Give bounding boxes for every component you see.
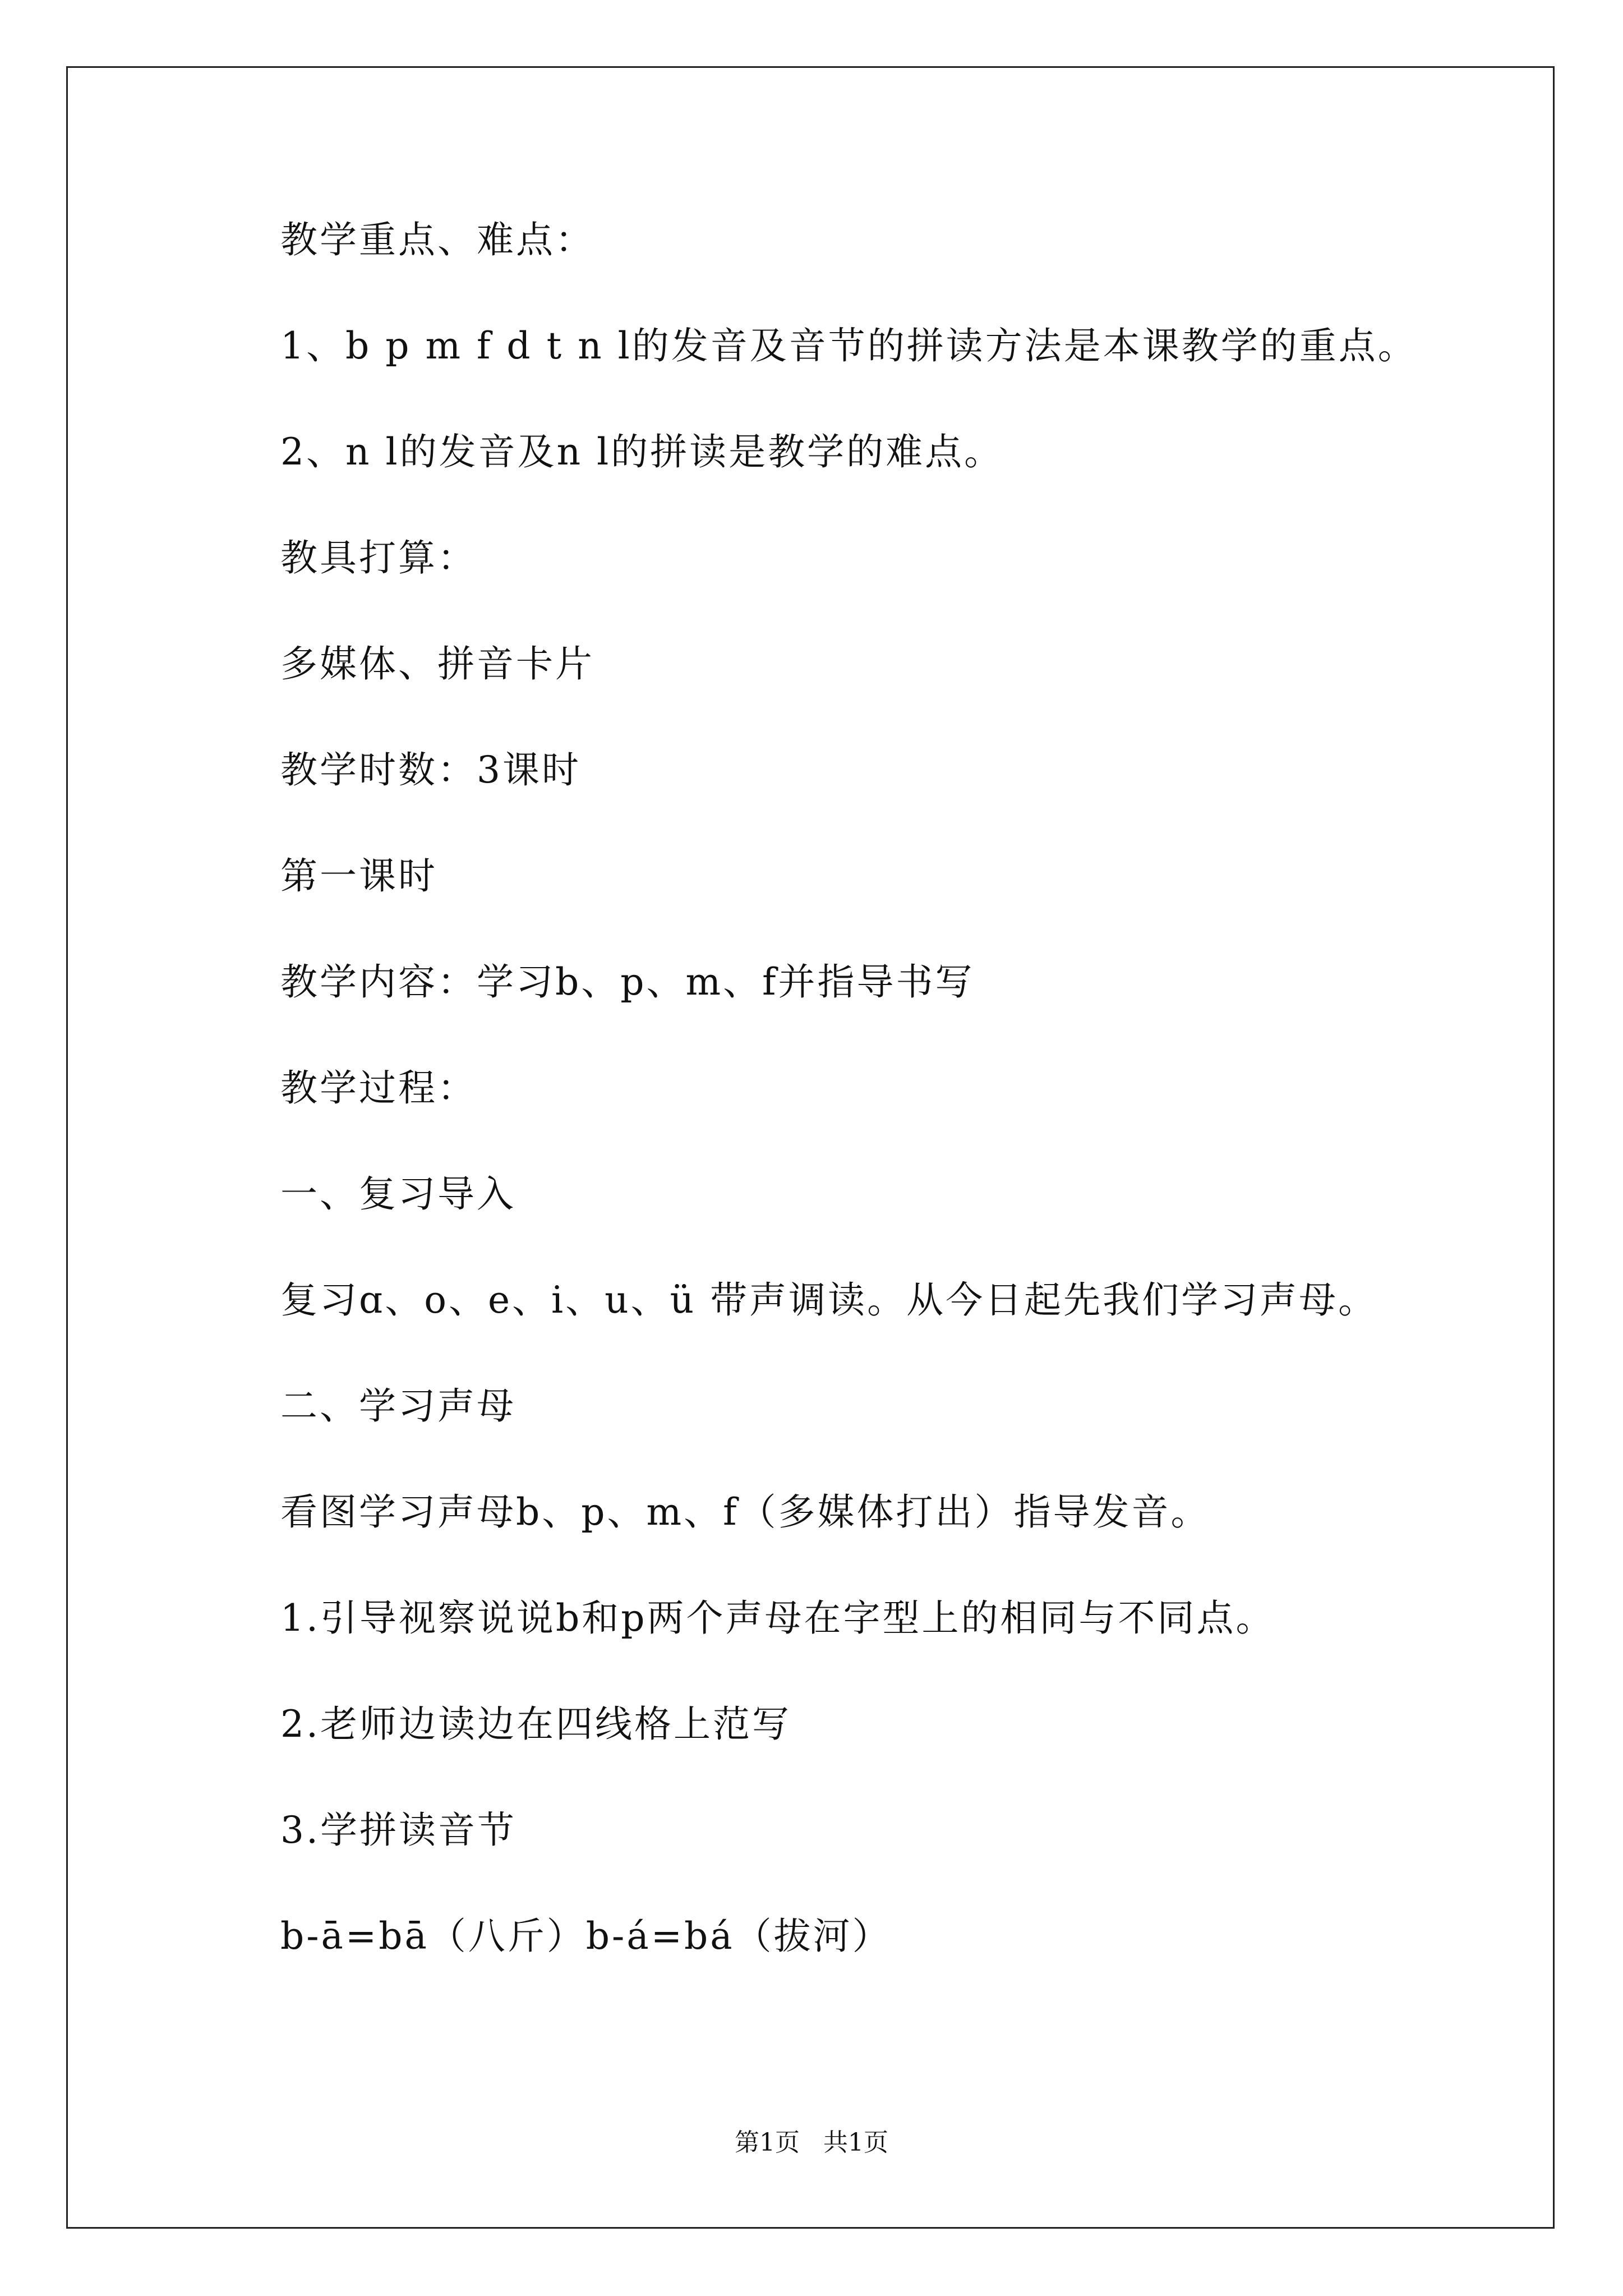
document-body — [280, 213, 1503, 2016]
heading-teaching-aids: 教具打算： — [280, 536, 477, 579]
paragraph: 2、n l的发音及n l的拼读是教学的难点。 — [280, 430, 1004, 473]
paragraph: b-ā=bā（八斤）b-á=bá（拔河） — [280, 1915, 892, 1958]
page-footer: 第1页 共1页 — [735, 2128, 888, 2157]
paragraph: 多媒体、拼音卡片 — [280, 642, 594, 685]
list-item: 1.引导视察说说b和p两个声母在字型上的相同与不同点。 — [280, 1596, 1275, 1640]
paragraph: 看图学习声母b、p、m、f（多媒体打出）指导发音。 — [280, 1490, 1210, 1534]
section-heading: 一、复习导入 — [280, 1172, 516, 1216]
list-item: 2.老师边读边在四线格上范写 — [280, 1703, 791, 1746]
heading-teaching-process: 教学过程： — [280, 1066, 477, 1110]
paragraph: 1、b p m f d t n l的发音及音节的拼读方法是本课教学的重点。 — [280, 324, 1417, 367]
section-heading: 二、学习声母 — [280, 1384, 516, 1428]
paragraph: 教学时数：3课时 — [280, 748, 581, 792]
heading-key-points: 教学重点、难点： — [280, 218, 594, 261]
list-item: 3.学拼读音节 — [280, 1809, 517, 1852]
heading-first-lesson: 第一课时 — [280, 854, 437, 898]
paragraph: 教学内容：学习b、p、m、f并指导书写 — [280, 960, 975, 1004]
paragraph: 复习ɑ、o、e、i、u、ü 带声调读。从今日起先我们学习声母。 — [280, 1278, 1378, 1322]
